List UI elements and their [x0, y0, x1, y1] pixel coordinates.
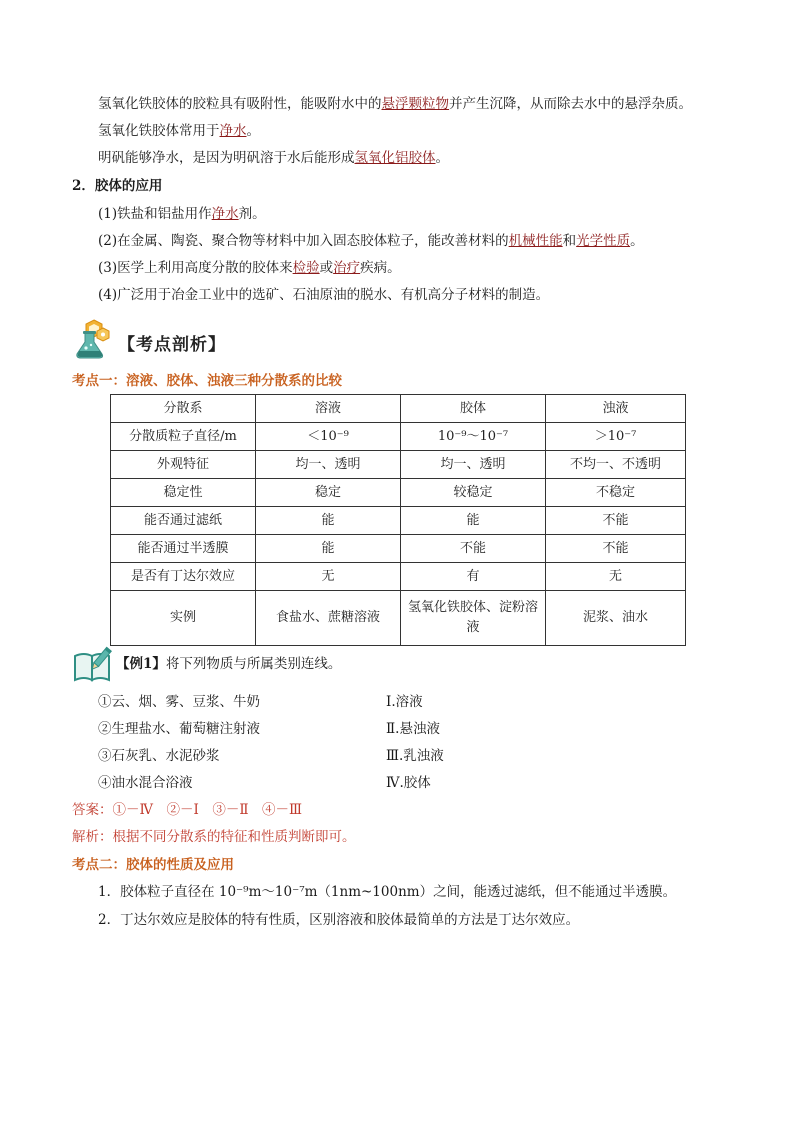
table-row	[111, 563, 686, 591]
table-cell: 胶体	[401, 395, 546, 423]
example-left-3: ③石灰乳、水泥砂浆	[98, 748, 220, 764]
table-cell: 不均一、不透明	[546, 451, 686, 479]
intro-line-1-text-a: 氢氧化铁胶体的胶粒具有吸附性，能吸附水中的	[98, 96, 382, 112]
table-cell: ＞10⁻⁷	[546, 423, 686, 451]
section2-item-2-a: (2)在金属、陶瓷、聚合物等材料中加入固态胶体粒子，能改善材料的	[98, 233, 509, 249]
comparison-table	[110, 394, 686, 646]
point2-line-2: 2．丁达尔效应是胶体的特有性质，区别溶液和胶体最简单的方法是丁达尔效应。	[98, 912, 580, 928]
point2-line-1: 1．胶体粒子直径在 10⁻⁹m～10⁻⁷m（1nm~100nm）之间，能透过滤纸，但不能通过半透膜。	[98, 884, 677, 900]
section2-item-1-highlight: 净水	[211, 206, 239, 222]
section2-item-2	[98, 231, 644, 251]
section2-heading: 2．胶体的应用	[72, 178, 163, 194]
section2-item-3-highlight-1: 检验	[292, 260, 320, 276]
example-prompt: 将下列物质与所属类别连线。	[165, 656, 342, 672]
intro-line-2-highlight: 净水	[219, 123, 247, 139]
table-cell: 食盐水、蔗糖溶液	[256, 591, 401, 646]
table-cell: 分散系	[111, 395, 256, 423]
table-row	[111, 423, 686, 451]
example-right-4: Ⅳ.胶体	[386, 775, 431, 791]
table-cell: 不能	[546, 507, 686, 535]
example-header	[116, 654, 341, 674]
example-left-1: ①云、烟、雾、豆浆、牛奶	[98, 694, 260, 710]
example-answer: 答案：①－Ⅳ ②－Ⅰ ③－Ⅱ ④－Ⅲ	[72, 802, 303, 818]
point2-title: 考点二：胶体的性质及应用	[72, 857, 234, 873]
intro-line-3-text-b: 。	[435, 150, 449, 166]
table-cell: 均一、透明	[256, 451, 401, 479]
section2-item-2-b: 。	[630, 233, 644, 249]
section2-item-1-b: 剂。	[238, 206, 266, 222]
example-label: 【例1】	[116, 656, 166, 672]
section2-item-2-mid: 和	[562, 233, 577, 249]
intro-line-3	[98, 148, 449, 168]
table-cell: 不能	[401, 535, 546, 563]
table-cell: 分散质粒子直径/m	[111, 423, 256, 451]
intro-line-2-text-b: 。	[246, 123, 260, 139]
table-cell: 能	[256, 507, 401, 535]
table-cell: 氢氧化铁胶体、淀粉溶液	[401, 591, 546, 646]
intro-line-3-highlight: 氢氧化铝胶体	[354, 150, 436, 166]
table-cell: 外观特征	[111, 451, 256, 479]
table-cell: 有	[401, 563, 546, 591]
section2-item-3-b: 疾病。	[360, 260, 401, 276]
table-cell: 稳定性	[111, 479, 256, 507]
table-cell: 能否通过半透膜	[111, 535, 256, 563]
example-left-2: ②生理盐水、葡萄糖注射液	[98, 721, 260, 737]
section2-item-2-highlight-2: 光学性质	[576, 233, 631, 249]
example-right-1: Ⅰ.溶液	[386, 694, 423, 710]
section2-item-1	[98, 204, 266, 224]
intro-line-3-text-a: 明矾能够净水，是因为明矾溶于水后能形成	[98, 150, 355, 166]
table-cell: 溶液	[256, 395, 401, 423]
table-header-row	[111, 395, 686, 423]
table-cell: 无	[256, 563, 401, 591]
table-row	[111, 535, 686, 563]
table-cell: 能	[401, 507, 546, 535]
table-cell: 不能	[546, 535, 686, 563]
table-cell: 稳定	[256, 479, 401, 507]
section2-item-2-highlight-1: 机械性能	[508, 233, 563, 249]
key-points-banner	[72, 318, 252, 360]
example-left-4: ④油水混合浴液	[98, 775, 193, 791]
chemistry-flask-icon	[72, 318, 116, 360]
example-right-2: Ⅱ.悬浊液	[386, 721, 440, 737]
table-cell: 10⁻⁹～10⁻⁷	[401, 423, 546, 451]
section2-item-3-mid: 或	[319, 260, 334, 276]
table-cell: 实例	[111, 591, 256, 646]
table-cell: 无	[546, 563, 686, 591]
book-pencil-icon	[72, 646, 114, 684]
section2-item-3	[98, 258, 401, 278]
banner-title: 【考点剖析】	[118, 335, 226, 355]
section2-item-4: (4)广泛用于冶金工业中的选矿、石油原油的脱水、有机高分子材料的制造。	[98, 287, 550, 303]
section2-item-3-a: (3)医学上利用高度分散的胶体来	[98, 260, 293, 276]
intro-line-1-text-b: 并产生沉降，从而除去水中的悬浮杂质。	[449, 96, 692, 112]
table-cell: 能否通过滤纸	[111, 507, 256, 535]
table-cell: 均一、透明	[401, 451, 546, 479]
table-cell: ＜10⁻⁹	[256, 423, 401, 451]
table-cell: 能	[256, 535, 401, 563]
table-cell: 是否有丁达尔效应	[111, 563, 256, 591]
table-cell: 不稳定	[546, 479, 686, 507]
table-row	[111, 479, 686, 507]
intro-line-2-text-a: 氢氧化铁胶体常用于	[98, 123, 220, 139]
example-right-3: Ⅲ.乳浊液	[386, 748, 444, 764]
table-row	[111, 591, 686, 646]
intro-line-2	[98, 121, 260, 141]
table-row	[111, 451, 686, 479]
table-cell: 泥浆、油水	[546, 591, 686, 646]
intro-line-1	[98, 94, 692, 114]
point1-title: 考点一：溶液、胶体、浊液三种分散系的比较	[72, 373, 342, 389]
section2-item-1-a: (1)铁盐和铝盐用作	[98, 206, 212, 222]
example-analysis: 解析：根据不同分散系的特征和性质判断即可。	[72, 829, 356, 845]
table-row	[111, 507, 686, 535]
table-cell: 较稳定	[401, 479, 546, 507]
table-cell: 浊液	[546, 395, 686, 423]
intro-line-1-highlight: 悬浮颗粒物	[381, 96, 449, 112]
section2-item-3-highlight-2: 治疗	[333, 260, 361, 276]
